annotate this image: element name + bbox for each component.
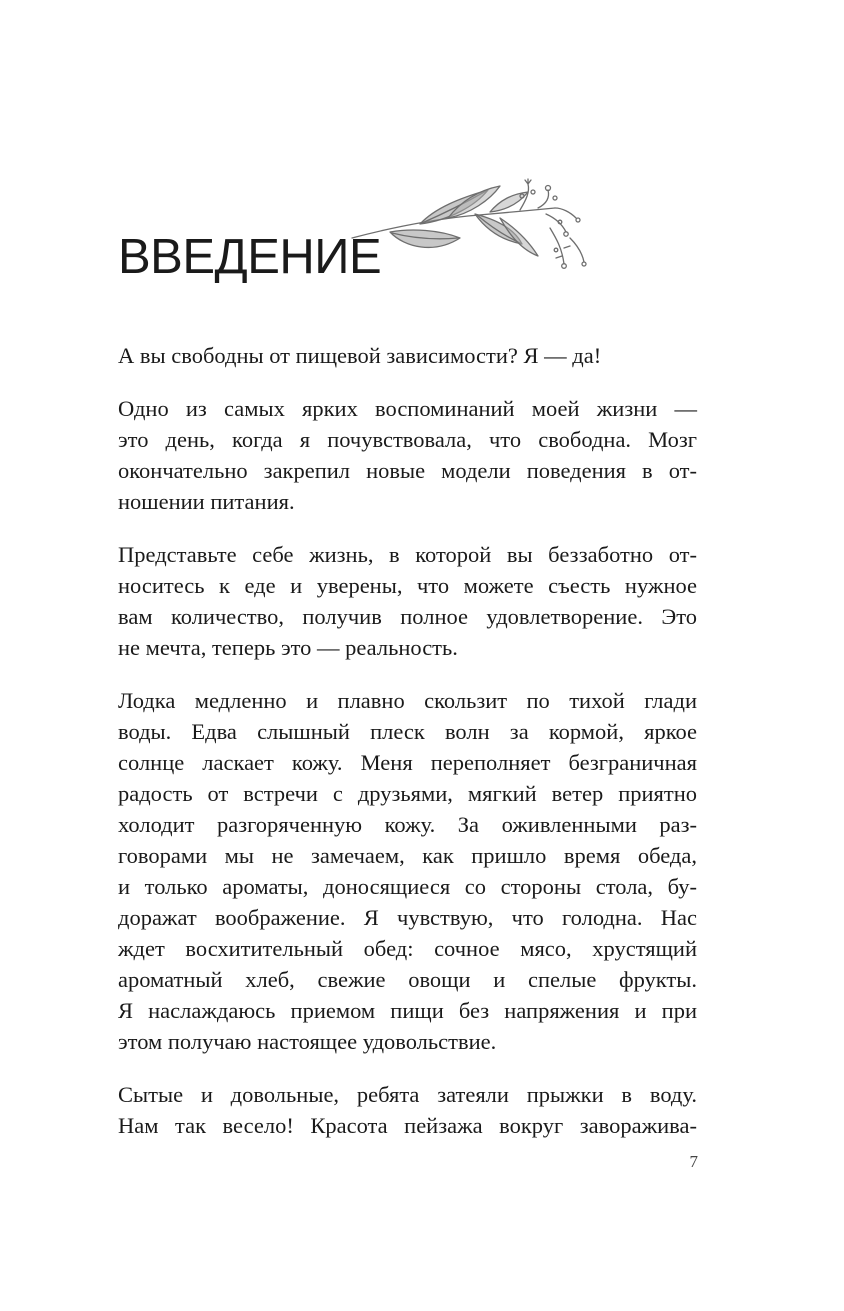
text-line: ждет восхитительный обед: сочное мясо, хрустящий xyxy=(118,936,697,961)
text-line: Сытые и довольные, ребята затеяли прыжки в воду. xyxy=(118,1082,697,1107)
text-line: холодит разгоряченную кожу. За оживленными раз- xyxy=(118,812,697,837)
paragraph-1 xyxy=(118,340,697,371)
text-line: радость от встречи с друзьями, мягкий ветер приятно xyxy=(118,781,697,806)
text-line: ношении питания. xyxy=(118,489,295,514)
text-line: окончательно закрепил новые модели поведения в от- xyxy=(118,458,697,483)
text-line: этом получаю настоящее удовольствие. xyxy=(118,1029,497,1054)
text-line: Одно из самых ярких воспоминаний моей жизни — xyxy=(118,396,697,421)
text-line: воды. Едва слышный плеск волн за кормой, яркое xyxy=(118,719,697,744)
body-text xyxy=(118,340,697,1163)
text-line: Нам так весело! Красота пейзажа вокруг заворажива- xyxy=(118,1113,697,1138)
text-line: вам количество, получив полное удовлетворение. Это xyxy=(118,604,697,629)
text-line: носитесь к еде и уверены, что можете съесть нужное xyxy=(118,573,697,598)
text-line: Лодка медленно и плавно скользит по тихой глади xyxy=(118,688,697,713)
leafy-branch-icon xyxy=(350,178,590,283)
text-line: доражат воображение. Я чувствую, что голодна. Нас xyxy=(118,905,697,930)
text-line: говорами мы не замечаем, как пришло время обеда, xyxy=(118,843,697,868)
paragraph-4 xyxy=(118,685,697,1057)
text-line: солнце ласкает кожу. Меня переполняет безграничная xyxy=(118,750,697,775)
text-line: ароматный хлеб, свежие овощи и спелые фрукты. xyxy=(118,967,697,992)
text-line: это день, когда я почувствовала, что свободна. Мозг xyxy=(118,427,697,452)
text-line: не мечта, теперь это — реальность. xyxy=(118,635,458,660)
paragraph-3 xyxy=(118,539,697,663)
text-line: А вы свободны от пищевой зависимости? Я — да! xyxy=(118,343,602,368)
paragraph-5 xyxy=(118,1079,697,1141)
text-line: и только ароматы, доносящиеся со стороны стола, бу- xyxy=(118,874,697,899)
chapter-title: ВВЕДЕНИЕ xyxy=(118,230,382,284)
text-line: Представьте себе жизнь, в которой вы беззаботно от- xyxy=(118,542,697,567)
text-line: Я наслаждаюсь приемом пищи без напряжения и при xyxy=(118,998,697,1023)
page-number: 7 xyxy=(689,1152,698,1171)
paragraph-2 xyxy=(118,393,697,517)
